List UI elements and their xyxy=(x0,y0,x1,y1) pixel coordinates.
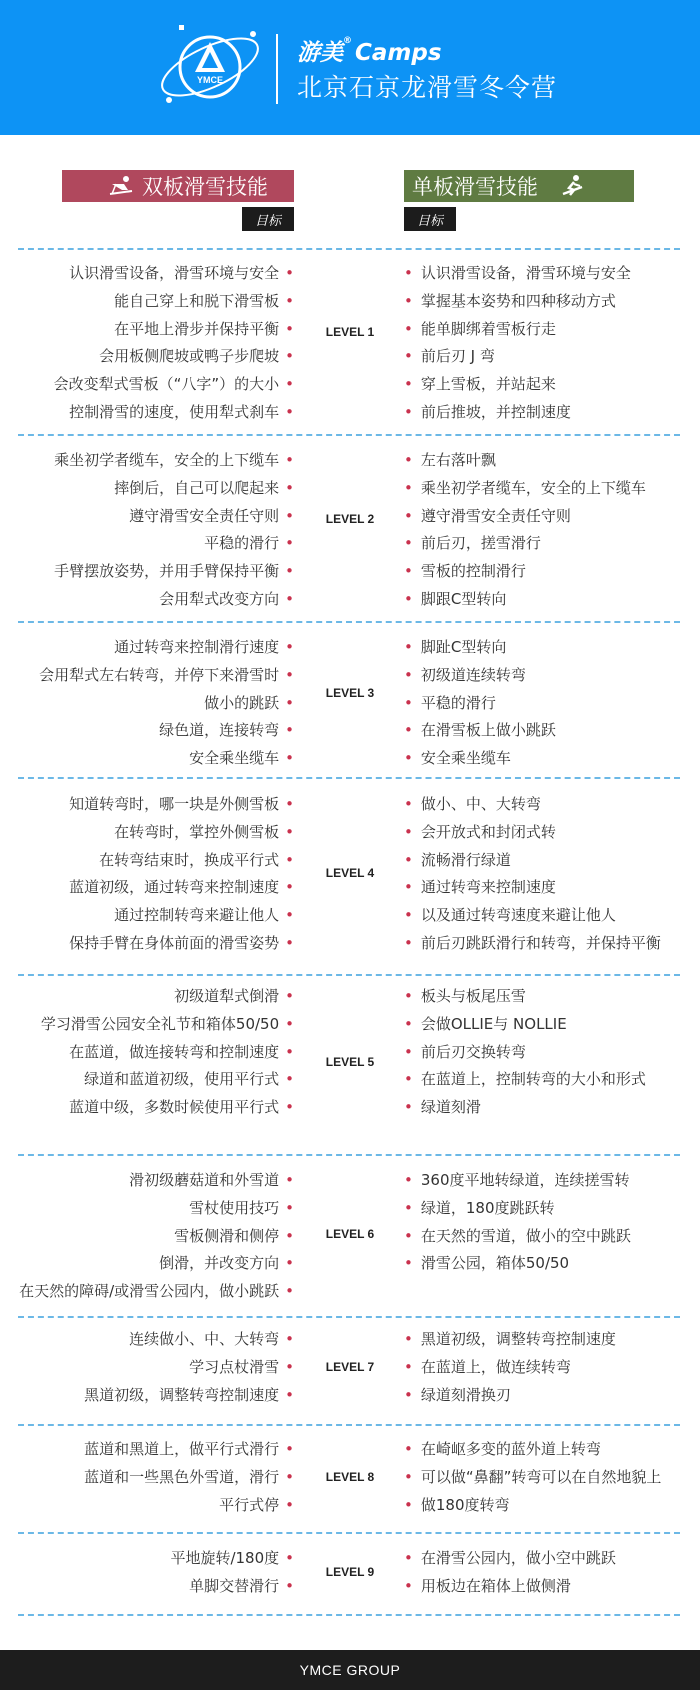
snowboard-goals-list xyxy=(404,1167,631,1278)
list-item: • 360度平地转绿道，连续搓雪转 xyxy=(404,1167,631,1195)
list-item: 通过控制转弯来避让他人 • xyxy=(69,902,294,930)
list-item: • 前后刃 J 弯 xyxy=(404,343,631,371)
brand-cn: 游美 xyxy=(297,40,343,66)
snowboard-skills-banner xyxy=(404,170,634,202)
list-item: 黑道初级，调整转弯控制速度 • xyxy=(84,1382,294,1410)
list-item: 蓝道和黑道上，做平行式滑行 • xyxy=(84,1436,294,1464)
list-item: • 会做OLLIE与 NOLLIE xyxy=(404,1011,646,1039)
list-item: • 黑道初级，调整转弯控制速度 xyxy=(404,1326,616,1354)
ski-goals-list xyxy=(54,447,294,614)
snowboard-goals-list xyxy=(404,1436,661,1519)
list-item: • 用板边在箱体上做侧滑 xyxy=(404,1573,616,1601)
ski-goals-list xyxy=(39,634,294,773)
list-item: • 以及通过转弯速度来避让他人 xyxy=(404,902,661,930)
snowboard-goals-list xyxy=(404,983,646,1122)
list-item: 学习点杖滑雪 • xyxy=(84,1354,294,1382)
list-item: 能自己穿上和脱下滑雪板 • xyxy=(54,288,294,316)
list-item: 通过转弯来控制滑行速度 • xyxy=(39,634,294,662)
list-item: 做小的跳跃 • xyxy=(39,690,294,718)
list-item: 单脚交替滑行 • xyxy=(170,1573,294,1601)
list-item: • 板头与板尾压雪 xyxy=(404,983,646,1011)
list-item: • 做180度转弯 xyxy=(404,1492,661,1520)
list-item: 在平地上滑步并保持平衡 • xyxy=(54,316,294,344)
section-divider xyxy=(18,1614,680,1616)
ymce-logo-icon xyxy=(155,22,265,112)
list-item: 初级道犁式倒滑 • xyxy=(41,983,294,1011)
list-item: 摔倒后，自己可以爬起来 • xyxy=(54,475,294,503)
snowboard-goals-list xyxy=(404,447,646,614)
section-divider xyxy=(18,1424,680,1426)
ski-goals-list xyxy=(41,983,294,1122)
list-item: 控制滑雪的速度，使用犁式刹车 • xyxy=(54,399,294,427)
list-item: 会用板侧爬坡或鸭子步爬坡 • xyxy=(54,343,294,371)
footer: YMCE GROUP xyxy=(0,1650,700,1690)
ski-skills-title: 双板滑雪技能 xyxy=(142,175,268,199)
list-item: 会改变犁式雪板（“八字”）的大小 • xyxy=(54,371,294,399)
list-item: 学习滑雪公园安全礼节和箱体50/50 • xyxy=(41,1011,294,1039)
list-item: 会用犁式改变方向 • xyxy=(54,586,294,614)
list-item: 连续做小、中、大转弯 • xyxy=(84,1326,294,1354)
logo-text: YMCE xyxy=(196,75,224,85)
snowboard-goals-list xyxy=(404,1326,616,1409)
list-item: 在天然的障碍/或滑雪公园内，做小跳跃 • xyxy=(19,1278,294,1306)
section-divider xyxy=(18,1154,680,1156)
list-item: • 初级道连续转弯 xyxy=(404,662,556,690)
level-label: LEVEL 6 xyxy=(325,1227,375,1241)
snowboard-goals-list xyxy=(404,1545,616,1601)
list-item: • 能单脚绑着雪板行走 xyxy=(404,316,631,344)
list-item: 在转弯时，掌控外侧雪板 • xyxy=(69,819,294,847)
list-item: 保持手臂在身体前面的滑雪姿势 • xyxy=(69,930,294,958)
level-label: LEVEL 5 xyxy=(325,1055,375,1069)
list-item: 遵守滑雪安全责任守则 • xyxy=(54,503,294,531)
list-item: • 脚趾C型转向 xyxy=(404,634,556,662)
list-item: • 左右落叶飘 xyxy=(404,447,646,475)
snowboard-goals-list xyxy=(404,634,556,773)
section-divider xyxy=(18,248,680,250)
level-label: LEVEL 7 xyxy=(325,1360,375,1374)
list-item: • 会开放式和封闭式转 xyxy=(404,819,661,847)
list-item: • 绿道刻滑 xyxy=(404,1094,646,1122)
ski-goals-list xyxy=(84,1326,294,1409)
list-item: • 做小、中、大转弯 xyxy=(404,791,661,819)
list-item: 在蓝道，做连接转弯和控制速度 • xyxy=(41,1039,294,1067)
section-divider xyxy=(18,974,680,976)
section-divider xyxy=(18,434,680,436)
registered-mark: ® xyxy=(343,36,352,46)
snowboard-skills-title: 单板滑雪技能 xyxy=(412,175,538,199)
list-item: 平行式停 • xyxy=(84,1492,294,1520)
list-item: • 在滑雪板上做小跳跃 xyxy=(404,717,556,745)
camp-subtitle: 北京石京龙滑雪冬令营 xyxy=(297,73,558,102)
ski-skills-banner xyxy=(62,170,294,202)
list-item: • 认识滑雪设备，滑雪环境与安全 xyxy=(404,260,631,288)
list-item: • 滑雪公园，箱体50/50 xyxy=(404,1250,631,1278)
brand-en: Camps xyxy=(355,40,442,66)
section-divider xyxy=(18,1532,680,1534)
list-item: • 在崎岖多变的蓝外道上转弯 xyxy=(404,1436,661,1464)
snowboard-goal-tag: 目标 xyxy=(404,207,456,231)
list-item: • 通过转弯来控制速度 xyxy=(404,874,661,902)
list-item: • 在天然的雪道，做小的空中跳跃 xyxy=(404,1223,631,1251)
list-item: • 前后刃跳跃滑行和转弯，并保持平衡 xyxy=(404,930,661,958)
list-item: 滑初级蘑菇道和外雪道 • xyxy=(19,1167,294,1195)
level-label: LEVEL 8 xyxy=(325,1470,375,1484)
ski-goals-list xyxy=(69,791,294,958)
list-item: • 前后推坡，并控制速度 xyxy=(404,399,631,427)
skier-icon xyxy=(108,174,134,198)
list-item: • 平稳的滑行 xyxy=(404,690,556,718)
section-divider xyxy=(18,1316,680,1318)
list-item: • 穿上雪板，并站起来 xyxy=(404,371,631,399)
list-item: 蓝道初级，通过转弯来控制速度 • xyxy=(69,874,294,902)
list-item: 绿色道，连接转弯 • xyxy=(39,717,294,745)
list-item: • 掌握基本姿势和四种移动方式 xyxy=(404,288,631,316)
list-item: • 在蓝道上，做连续转弯 xyxy=(404,1354,616,1382)
level-label: LEVEL 4 xyxy=(325,866,375,880)
header-banner xyxy=(0,0,700,135)
ski-goal-tag: 目标 xyxy=(242,207,294,231)
list-item: • 流畅滑行绿道 xyxy=(404,847,661,875)
list-item: 雪杖使用技巧 • xyxy=(19,1195,294,1223)
snowboard-goals-list xyxy=(404,260,631,427)
list-item: • 遵守滑雪安全责任守则 xyxy=(404,503,646,531)
level-label: LEVEL 3 xyxy=(325,686,375,700)
ski-goals-list xyxy=(170,1545,294,1601)
list-item: • 前后刃，搓雪滑行 xyxy=(404,530,646,558)
list-item: • 在滑雪公园内，做小空中跳跃 xyxy=(404,1545,616,1573)
list-item: • 乘坐初学者缆车，安全的上下缆车 xyxy=(404,475,646,503)
section-divider xyxy=(18,777,680,779)
section-divider xyxy=(18,621,680,623)
level-label: LEVEL 1 xyxy=(325,325,375,339)
list-item: • 在蓝道上，控制转弯的大小和形式 xyxy=(404,1066,646,1094)
list-item: • 前后刃交换转弯 xyxy=(404,1039,646,1067)
list-item: 在转弯结束时，换成平行式 • xyxy=(69,847,294,875)
list-item: 认识滑雪设备，滑雪环境与安全 • xyxy=(54,260,294,288)
list-item: • 可以做“鼻翻”转弯可以在自然地貌上 xyxy=(404,1464,661,1492)
list-item: 乘坐初学者缆车，安全的上下缆车 • xyxy=(54,447,294,475)
ski-goals-list xyxy=(19,1167,294,1306)
list-item: 手臂摆放姿势，并用手臂保持平衡 • xyxy=(54,558,294,586)
header-divider xyxy=(276,34,278,104)
ski-goals-list xyxy=(54,260,294,427)
list-item: • 脚跟C型转向 xyxy=(404,586,646,614)
ski-goals-list xyxy=(84,1436,294,1519)
list-item: 蓝道和一些黑色外雪道，滑行 • xyxy=(84,1464,294,1492)
list-item: 倒滑，并改变方向 • xyxy=(19,1250,294,1278)
list-item: 安全乘坐缆车 • xyxy=(39,745,294,773)
snowboard-goals-list xyxy=(404,791,661,958)
list-item: • 雪板的控制滑行 xyxy=(404,558,646,586)
brand-title xyxy=(297,34,442,67)
list-item: 会用犁式左右转弯，并停下来滑雪时 • xyxy=(39,662,294,690)
list-item: 平稳的滑行 • xyxy=(54,530,294,558)
list-item: 蓝道中级，多数时候使用平行式 • xyxy=(41,1094,294,1122)
level-label: LEVEL 9 xyxy=(325,1565,375,1579)
list-item: • 安全乘坐缆车 xyxy=(404,745,556,773)
level-label: LEVEL 2 xyxy=(325,512,375,526)
list-item: • 绿道，180度跳跃转 xyxy=(404,1195,631,1223)
list-item: • 绿道刻滑换刃 xyxy=(404,1382,616,1410)
snowboarder-icon xyxy=(560,174,586,198)
list-item: 知道转弯时，哪一块是外侧雪板 • xyxy=(69,791,294,819)
list-item: 雪板侧滑和侧停 • xyxy=(19,1223,294,1251)
list-item: 平地旋转/180度 • xyxy=(170,1545,294,1573)
list-item: 绿道和蓝道初级，使用平行式 • xyxy=(41,1066,294,1094)
